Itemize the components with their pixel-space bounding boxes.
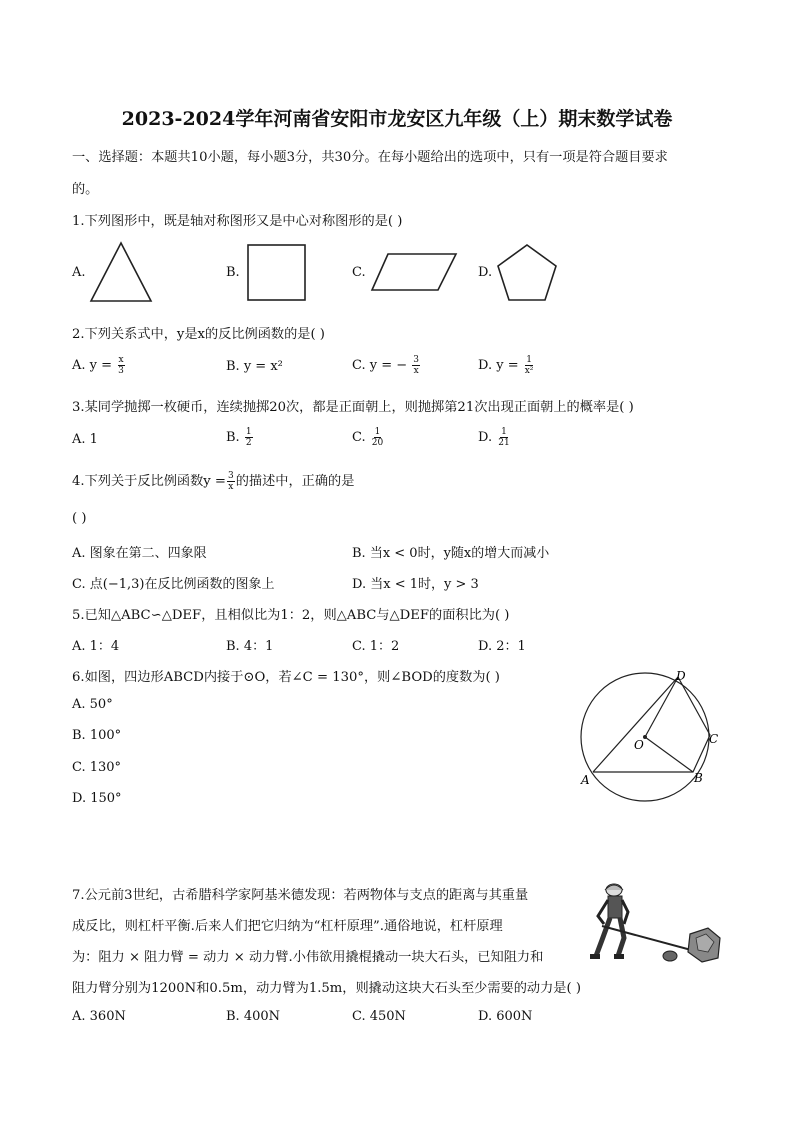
q3-b-fraction xyxy=(245,427,253,448)
q5-option-d: D. 2：1 xyxy=(478,639,526,654)
label-a: A xyxy=(581,773,590,787)
q5-option-b: B. 4：1 xyxy=(226,639,274,654)
q1-option-a-label: A. xyxy=(72,265,86,280)
q1-option-b-label: B. xyxy=(226,265,240,280)
question-4-stem xyxy=(72,470,354,492)
question-6-stem: 6.如图，四边形ABCD内接于⊙O，若∠C = 130°，则∠BOD的度数为( ) xyxy=(72,670,500,685)
q3-option-a: A. 1 xyxy=(72,432,98,447)
q2-c-text: C. y = − xyxy=(352,358,408,373)
question-7-line3: 为：阻力 × 阻力臂 = 动力 × 动力臂.小伟欲用撬棍撬动一块大石头，已知阻力和 xyxy=(72,950,544,965)
q4-answer-parens: ( ) xyxy=(72,511,87,526)
label-d: D xyxy=(676,669,686,683)
q4-stem-post: 的描述中，正确的是 xyxy=(235,474,355,489)
segment-od xyxy=(645,677,678,737)
pentagon-figure xyxy=(496,242,560,304)
q6-option-d: D. 150° xyxy=(72,791,122,806)
q3-c-den: 20 xyxy=(371,438,384,448)
q4-stem-num: 3 xyxy=(227,471,234,481)
q2-a-fraction xyxy=(117,355,125,376)
q2-option-d xyxy=(478,355,535,376)
q3-b-den: 2 xyxy=(245,438,252,448)
question-1-stem: 1.下列图形中，既是轴对称图形又是中心对称图形的是( ) xyxy=(72,214,403,229)
q2-c-fraction xyxy=(412,355,420,376)
q7-option-a: A. 360N xyxy=(72,1009,126,1024)
lever-worker-illustration xyxy=(578,882,724,970)
question-3-stem: 3.某同学抛掷一枚硬币，连续抛掷20次，都是正面朝上，则抛掷第21次出现正面朝上的概率是( ) xyxy=(72,400,634,415)
q3-c-fraction xyxy=(371,427,384,448)
section-heading-line1: 一、选择题：本题共10小题，每小题3分，共30分。在每小题给出的选项中，只有一项是符合题目要求 xyxy=(72,150,668,165)
q5-option-c: C. 1：2 xyxy=(352,639,400,654)
q2-option-b: B. y = x² xyxy=(226,359,283,374)
q2-a-num: x xyxy=(118,355,124,365)
section-heading-line2: 的。 xyxy=(72,182,99,197)
q4-option-d: D. 当x < 1时，y > 3 xyxy=(352,577,479,592)
q2-option-a xyxy=(72,355,126,376)
q3-b-num: 1 xyxy=(245,427,252,437)
q3-c-text: C. xyxy=(352,430,366,445)
q3-option-b xyxy=(226,427,254,448)
q4-option-b: B. 当x < 0时，y随x的增大而减小 xyxy=(352,546,550,561)
q4-option-a: A. 图象在第二、四象限 xyxy=(72,546,207,561)
question-7-line4: 阻力臂分别为1200N和0.5m，动力臂为1.5m，则撬动这块大石头至少需要的动力是( ) xyxy=(72,981,581,996)
q4-stem-pre: 4.下列关于反比例函数y = xyxy=(72,474,226,489)
q2-d-text: D. y = xyxy=(478,358,519,373)
square-figure xyxy=(246,243,308,303)
q2-c-den: x xyxy=(413,366,419,376)
q3-d-num: 1 xyxy=(501,427,507,437)
q3-d-den: 21 xyxy=(498,438,510,448)
q4-stem-den: x xyxy=(228,482,234,492)
q2-d-num: 1 xyxy=(526,355,532,365)
q2-a-text: A. y = xyxy=(72,358,113,373)
label-c: C xyxy=(709,732,719,746)
q2-d-fraction xyxy=(524,355,535,376)
q2-d-den: x² xyxy=(524,366,534,376)
q3-d-text: D. xyxy=(478,430,493,445)
q6-option-c: C. 130° xyxy=(72,760,122,775)
circle-quadrilateral-figure xyxy=(575,665,725,810)
parallelogram-figure xyxy=(370,251,458,293)
q6-option-a: A. 50° xyxy=(72,697,113,712)
q4-stem-fraction xyxy=(227,471,235,492)
question-5-stem: 5.已知△ABC∽△DEF，且相似比为1：2，则△ABC与△DEF的面积比为( ) xyxy=(72,608,510,623)
label-b: B xyxy=(694,771,703,785)
q2-c-num: 3 xyxy=(413,355,420,365)
q2-a-den: 3 xyxy=(118,366,124,376)
q7-option-d: D. 600N xyxy=(478,1009,533,1024)
q2-option-c xyxy=(352,355,421,376)
question-7-line2: 成反比，则杠杆平衡.后来人们把它归纳为“杠杆原理”.通俗地说，杠杆原理 xyxy=(72,919,503,934)
q1-option-c-label: C. xyxy=(352,265,366,280)
segment-ob xyxy=(645,737,693,772)
q7-option-c: C. 450N xyxy=(352,1009,406,1024)
q3-option-c xyxy=(352,427,385,448)
q1-option-d-label: D. xyxy=(478,265,493,280)
q3-d-fraction xyxy=(497,427,510,448)
label-o: O xyxy=(634,738,644,752)
q3-b-text: B. xyxy=(226,430,240,445)
question-7-line1: 7.公元前3世纪，古希腊科学家阿基米德发现：若两物体与支点的距离与其重量 xyxy=(72,888,529,903)
triangle-figure xyxy=(88,240,154,304)
q5-option-a: A. 1：4 xyxy=(72,639,120,654)
q3-option-d xyxy=(478,427,512,448)
q7-option-b: B. 400N xyxy=(226,1009,281,1024)
q6-option-b: B. 100° xyxy=(72,728,122,743)
page-title: 2023-2024学年河南省安阳市龙安区九年级（上）期末数学试卷 xyxy=(121,108,673,130)
q4-option-c: C. 点(−1,3)在反比例函数的图象上 xyxy=(72,577,275,592)
question-2-stem: 2.下列关系式中，y是x的反比例函数的是( ) xyxy=(72,327,325,342)
q3-c-num: 1 xyxy=(374,427,381,437)
